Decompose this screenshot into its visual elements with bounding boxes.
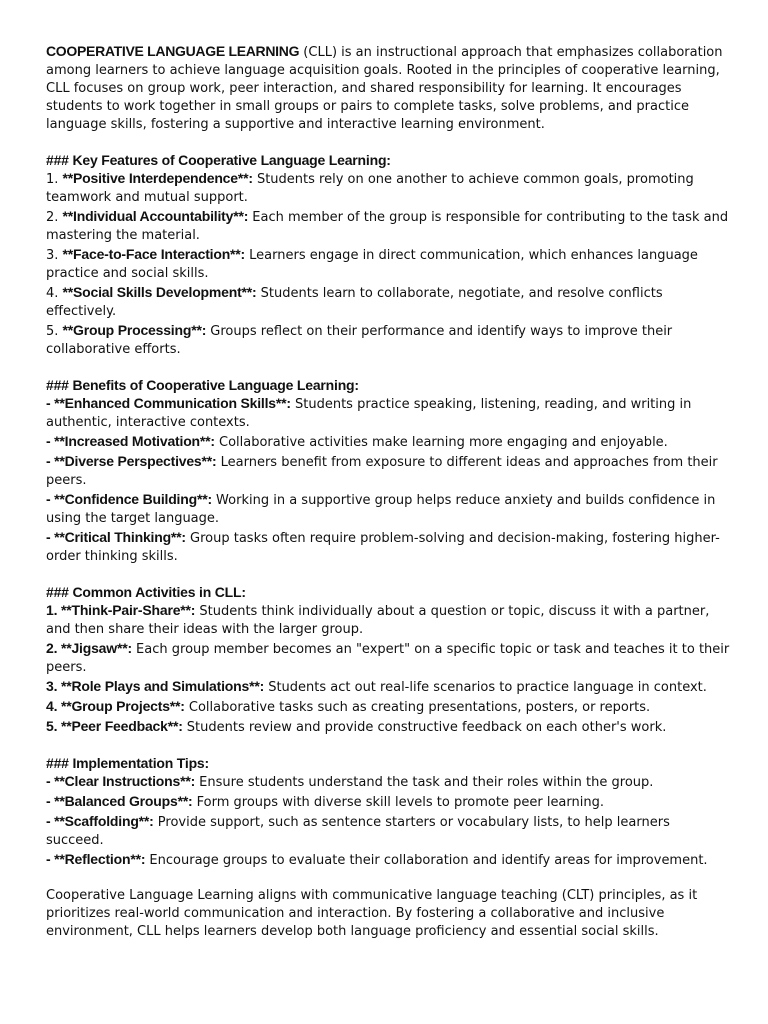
tip-term: - **Scaffolding**: <box>46 813 154 829</box>
tip-text: Form groups with diverse skill levels to promote peer learning. <box>192 795 604 810</box>
feature-item <box>46 245 730 283</box>
activity-item <box>46 601 730 639</box>
document-page <box>46 42 730 941</box>
feature-text: Students rely on one another to achieve common goals, promoting teamwork and mutual support. <box>46 172 694 205</box>
feature-term: **Positive Interdependence**: <box>62 170 253 186</box>
tip-item <box>46 812 730 850</box>
feature-number: 5. <box>46 324 63 339</box>
benefit-text: Collaborative activities make learning more engaging and enjoyable. <box>214 435 668 450</box>
features-heading: ### Key Features of Cooperative Language Learning: <box>46 152 391 168</box>
benefit-term: - **Diverse Perspectives**: <box>46 453 217 469</box>
feature-text: Students learn to collaborate, negotiate, and resolve conflicts effectively. <box>46 286 663 319</box>
conclusion-paragraph: Cooperative Language Learning aligns with communicative language teaching (CLT) principles, as it prioritizes real-world communication and interaction. By fostering a collaborative and inclusive environment, CLL helps learners develop both language proficiency and essential social skills. <box>46 888 698 939</box>
benefit-term: - **Critical Thinking**: <box>46 529 186 545</box>
activity-text: Students review and provide constructive feedback on each other's work. <box>182 720 667 735</box>
activity-term: 1. **Think-Pair-Share**: <box>46 602 196 618</box>
intro-title: COOPERATIVE LANGUAGE LEARNING <box>46 43 300 59</box>
tip-item <box>46 792 730 812</box>
activity-term: 2. **Jigsaw**: <box>46 640 132 656</box>
intro-text: (CLL) is an instructional approach that emphasizes collaboration among learners to achieve language acquisition goals. Rooted in the principles of cooperative learning, CLL focuses on group work, peer interaction, and shared responsibility for learning. It encourages students to work together in small groups or pairs to complete tasks, solve problems, and practice language skills, fostering a supportive and interactive learning environment. <box>46 45 723 132</box>
spacer <box>46 359 730 376</box>
activity-text: Each group member becomes an "expert" on a specific topic or task and teaches it to their peers. <box>46 642 730 675</box>
feature-item <box>46 169 730 207</box>
feature-term: **Individual Accountability**: <box>62 208 249 224</box>
feature-term: **Social Skills Development**: <box>62 284 257 300</box>
activity-term: 5. **Peer Feedback**: <box>46 718 183 734</box>
benefit-term: - **Enhanced Communication Skills**: <box>46 395 291 411</box>
benefit-text: Group tasks often require problem-solving and decision-making, fostering higher-order thinking skills. <box>46 531 720 564</box>
feature-text: Groups reflect on their performance and identify ways to improve their collaborative efforts. <box>46 324 673 357</box>
tip-term: - **Balanced Groups**: <box>46 793 193 809</box>
activity-text: Students act out real-life scenarios to practice language in context. <box>264 680 707 695</box>
feature-term: **Face-to-Face Interaction**: <box>62 246 246 262</box>
benefit-term: - **Confidence Building**: <box>46 491 212 507</box>
activity-item <box>46 677 730 697</box>
tip-item <box>46 772 730 792</box>
tip-text: Ensure students understand the task and their roles within the group. <box>195 775 654 790</box>
tip-item <box>46 850 730 870</box>
intro-paragraph <box>46 42 730 134</box>
spacer <box>46 566 730 583</box>
spacer <box>46 737 730 754</box>
benefit-item <box>46 490 730 528</box>
activity-item <box>46 639 730 677</box>
tip-term: - **Reflection**: <box>46 851 146 867</box>
feature-number: 2. <box>46 210 63 225</box>
tip-text: Provide support, such as sentence starters or vocabulary lists, to help learners succeed. <box>46 815 670 848</box>
benefit-item <box>46 452 730 490</box>
feature-item <box>46 321 730 359</box>
feature-number: 1. <box>46 172 63 187</box>
feature-item <box>46 207 730 245</box>
activity-text: Students think individually about a question or topic, discuss it with a partner, and then share their ideas with the larger group. <box>46 604 710 637</box>
tip-text: Encourage groups to evaluate their collaboration and identify areas for improvement. <box>145 853 708 868</box>
benefit-term: - **Increased Motivation**: <box>46 433 215 449</box>
feature-text: Learners engage in direct communication, which enhances language practice and social skills. <box>46 248 698 281</box>
tip-term: - **Clear Instructions**: <box>46 773 196 789</box>
tips-heading: ### Implementation Tips: <box>46 755 209 771</box>
activity-item <box>46 697 730 717</box>
benefit-item <box>46 394 730 432</box>
activity-term: 3. **Role Plays and Simulations**: <box>46 678 265 694</box>
benefit-text: Students practice speaking, listening, reading, and writing in authentic, interactive contexts. <box>46 397 692 430</box>
spacer <box>46 134 730 151</box>
activities-heading: ### Common Activities in CLL: <box>46 584 246 600</box>
benefit-text: Working in a supportive group helps reduce anxiety and builds confidence in using the target language. <box>46 493 716 526</box>
feature-text: Each member of the group is responsible for contributing to the task and mastering the material. <box>46 210 729 243</box>
feature-number: 4. <box>46 286 63 301</box>
benefits-heading: ### Benefits of Cooperative Language Learning: <box>46 377 359 393</box>
spacer <box>46 870 730 887</box>
feature-term: **Group Processing**: <box>62 322 207 338</box>
activity-term: 4. **Group Projects**: <box>46 698 185 714</box>
benefit-item <box>46 432 730 452</box>
benefit-text: Learners benefit from exposure to different ideas and approaches from their peers. <box>46 455 718 488</box>
feature-number: 3. <box>46 248 63 263</box>
benefit-item <box>46 528 730 566</box>
activity-text: Collaborative tasks such as creating presentations, posters, or reports. <box>184 700 651 715</box>
feature-item <box>46 283 730 321</box>
activity-item <box>46 717 730 737</box>
